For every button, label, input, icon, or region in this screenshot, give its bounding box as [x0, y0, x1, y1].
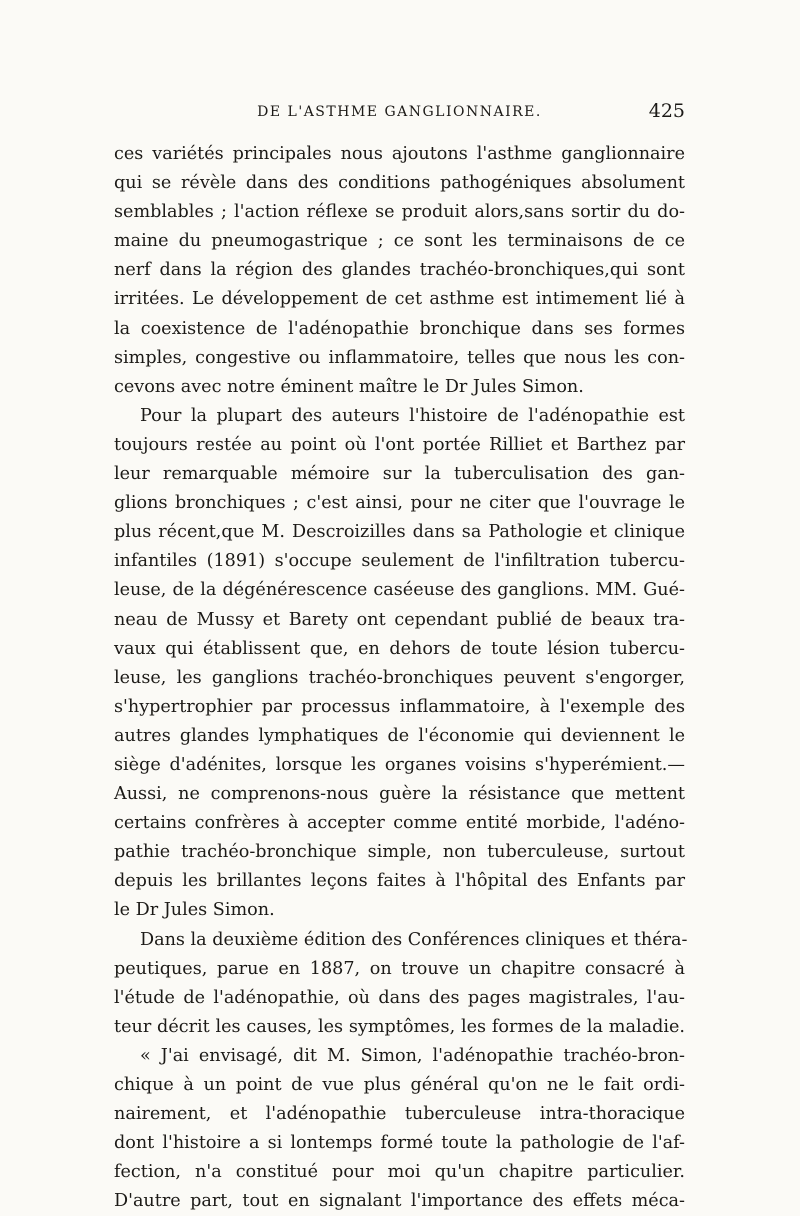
text-line: certains confrères à accepter comme entité morbide, l'adéno-: [114, 813, 685, 834]
text-line: neau de Mussy et Barety ont cependant publié de beaux tra-: [114, 609, 685, 630]
text-line: ces variétés principales nous ajoutons l'asthme ganglionnaire: [114, 144, 685, 164]
text-line: nairement, et l'adénopathie tuberculeuse intra-thoracique: [114, 1104, 685, 1125]
text-line: Dans la deuxième édition des Conférences cliniques et théra-: [140, 929, 688, 950]
text-line: leur remarquable mémoire sur la tuberculisation des gan-: [114, 464, 685, 485]
text-line: leuse, de la dégénérescence caséeuse des ganglions. MM. Gué-: [114, 580, 685, 601]
text-line: plus récent,que M. Descroizilles dans sa Pathologie et clinique: [114, 522, 685, 543]
text-line: le Dr Jules Simon.: [114, 900, 275, 921]
text-line: Aussi, ne comprenons-nous guère la résistance que mettent: [114, 784, 685, 805]
page-number: 425: [648, 100, 685, 122]
text-line: cevons avec notre éminent maître le Dr Jules Simon.: [114, 376, 584, 397]
text-line: autres glandes lymphatiques de l'économie qui deviennent le: [114, 725, 685, 746]
text-line: la coexistence de l'adénopathie bronchique dans ses formes: [114, 318, 685, 339]
text-line: semblables ; l'action réflexe se produit alors,sans sortir du do-: [114, 202, 685, 223]
text-line: peutiques, parue en 1887, on trouve un chapitre consacré à: [114, 958, 685, 979]
text-line: s'hypertrophier par processus inflammatoire, à l'exemple des: [114, 696, 685, 717]
text-line: infantiles (1891) s'occupe seulement de l'infiltration tubercu-: [114, 551, 685, 572]
text-line: toujours restée au point où l'ont portée Rilliet et Barthez par: [114, 434, 685, 455]
text-line: leuse, les ganglions trachéo-bronchiques peuvent s'engorger,: [114, 667, 685, 688]
text-line: Pour la plupart des auteurs l'histoire de l'adénopathie est: [140, 405, 685, 426]
text-line: chique à un point de vue plus général qu'on ne le fait ordi-: [114, 1075, 685, 1095]
text-line: fection, n'a constitué pour moi qu'un chapitre particulier.: [114, 1162, 685, 1183]
text-line: siège d'adénites, lorsque les organes voisins s'hyperémient.—: [114, 754, 685, 775]
text-line: maine du pneumogastrique ; ce sont les terminaisons de ce: [114, 231, 685, 252]
text-line: nerf dans la région des glandes trachéo-bronchiques,qui sont: [114, 260, 685, 281]
body-text: [114, 140, 688, 1216]
text-line: vaux qui établissent que, en dehors de toute lésion tubercu-: [114, 638, 685, 659]
running-head-title: DE L'ASTHME GANGLIONNAIRE.: [257, 104, 542, 120]
text-line: glions bronchiques ; c'est ainsi, pour ne citer que l'ouvrage le: [114, 493, 685, 514]
running-head: [114, 100, 685, 130]
text-line: D'autre part, tout en signalant l'importance des effets méca-: [114, 1191, 685, 1212]
text-line: « J'ai envisagé, dit M. Simon, l'adénopathie trachéo-bron-: [140, 1045, 685, 1066]
text-line: dont l'histoire a si lontemps formé toute la pathologie de l'af-: [114, 1133, 685, 1154]
text-line: pathie trachéo-bronchique simple, non tuberculeuse, surtout: [114, 842, 685, 863]
text-line: teur décrit les causes, les symptômes, les formes de la maladie.: [114, 1016, 685, 1037]
text-line: irritées. Le développement de cet asthme est intimement lié à: [114, 289, 685, 310]
text-line: l'étude de l'adénopathie, où dans des pages magistrales, l'au-: [114, 987, 685, 1008]
text-line: qui se révèle dans des conditions pathogéniques absolument: [114, 173, 685, 194]
text-line: depuis les brillantes leçons faites à l'hôpital des Enfants par: [114, 871, 685, 892]
text-line: simples, congestive ou inflammatoire, telles que nous les con-: [114, 347, 685, 368]
